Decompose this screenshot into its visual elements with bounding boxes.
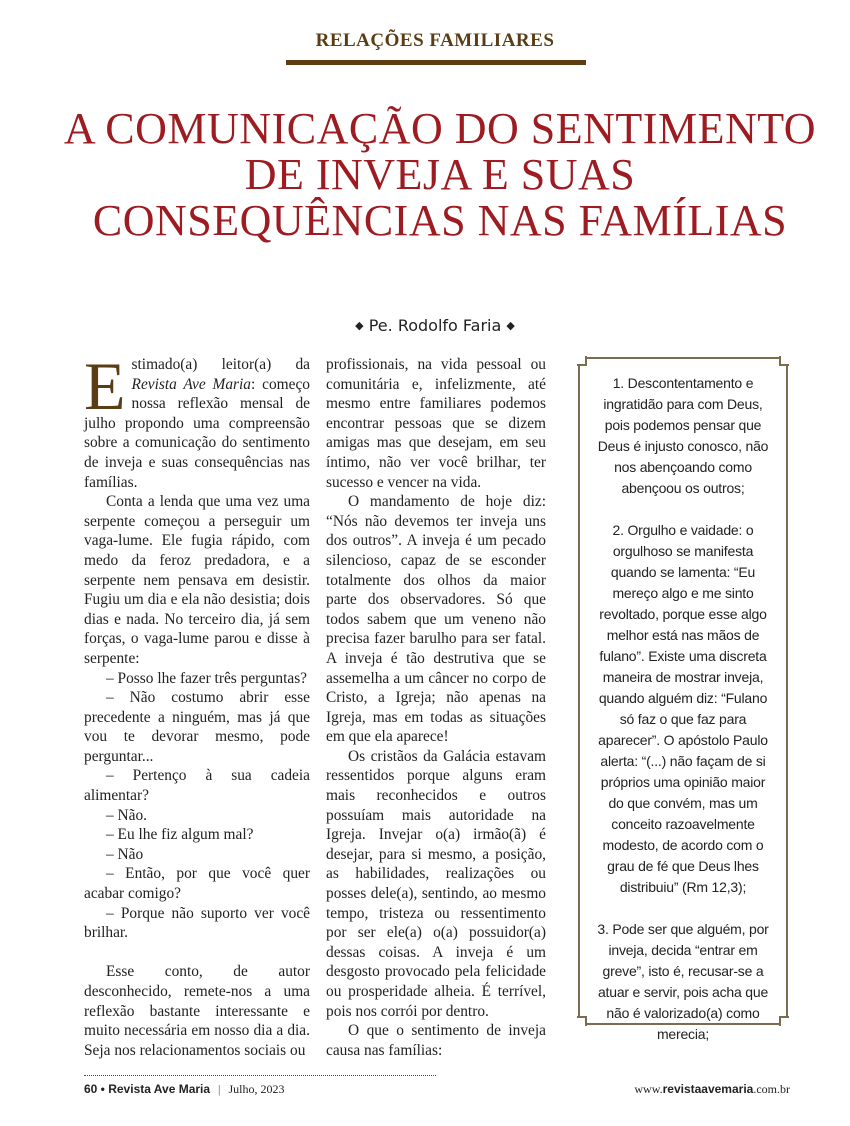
footer-divider <box>84 1075 436 1076</box>
dialogue-line: – Eu lhe fiz algum mal? <box>106 826 254 844</box>
sidebar-item: 2. Orgulho e vaidade: o orgulhoso se manifesta quando se lamenta: “Eu mereço algo e me sinto revoltado, porque esse algo melhor está nas mãos de fulano”. Existe uma discreta maneira de mostrar inveja, quando alguém diz: “Fulano só faz o que faz para aparecer”. O apóstolo Paulo alerta: “(...) não façam de si próprios uma opinião maior do que convém, mas um conceito razoavelmente modesto, de acordo com o grau de fé que Deus lhes distribuiu” (Rm 12,3); <box>598 522 768 895</box>
article-column-2 <box>326 355 546 1060</box>
diamond-icon: ◆ <box>506 319 515 332</box>
article-column-1 <box>84 348 310 1060</box>
author-name: Pe. Rodolfo Faria <box>368 316 502 335</box>
paragraph: O mandamento de hoje diz: “Nós não devemos ter inveja uns dos outros”. A inveja é um pecado silencioso, capaz de se esconder totalmente dos olhos da maior parte dos observadores. Só que todos sabem que um veneno não precisa fazer barulho para ser fatal. A inveja é tão destrutiva que se assemelha a um câncer no corpo de Cristo, a Igreja; não apenas na Igreja, mas em todas as situações em que ela aparece! <box>326 493 546 746</box>
intro-paragraph: Estimado(a) leitor(a) da Revista Ave Maria: começo nossa reflexão mensal de julho propondo uma compreensão sobre a comunicação do sentimento de inveja e suas consequências nas famílias. <box>84 348 310 491</box>
footer-page-info: 60 • Revista Ave Maria | Julho, 2023 <box>84 1082 285 1096</box>
sidebar-box <box>578 357 788 1042</box>
paragraph: Esse conto, de autor desconhecido, remete-nos a uma reflexão bastante interessante e muito necessária em nosso dia a dia. Seja nos relacionamentos sociais ou <box>84 963 310 1059</box>
article-title: A COMUNICAÇÃO DO SENTIMENTO DE INVEJA E SUAS CONSEQUÊNCIAS NAS FAMÍLIAS <box>63 104 817 245</box>
sidebar-item: 1. Descontentamento e ingratidão para com Deus, pois podemos pensar que Deus é injusto conosco, não nos abençoando como abençoou os outros; <box>597 375 769 496</box>
dialogue-line: – Posso lhe fazer três perguntas? <box>106 669 308 687</box>
paragraph: Os cristãos da Galácia estavam ressentidos porque alguns eram mais reconhecidos e outros possuíam mais autoridade na Igreja. Invejar o(a) irmão(ã) é desejar, para si mesmo, a posição, as habilidades, realizações ou posses dele(a), sentindo, ao mesmo tempo, tristeza ou ressentimento por ser ele(a) o(a) possuidor(a) dessas coisas. A inveja é um desgosto provocado pela felicidade ou prosperidade alheia. É terrível, pois nos corrói por dentro. <box>326 747 546 1020</box>
sidebar-item: 3. Pode ser que alguém, por inveja, decida “entrar em greve”, isto é, recusar-se a atuar e servir, pois acha que não é valorizado(a) como merecia; <box>597 921 769 1042</box>
dialogue-line: – Não. <box>106 806 148 824</box>
section-divider <box>286 60 586 65</box>
paragraph: Conta a lenda que uma vez uma serpente começou a perseguir um vaga-lume. Ele fugia rápido, com medo da feroz predadora, e a serpente nem pensava em desistir. Fugiu um dia e ela não desistia; dois dias e nada. No terceiro dia, já sem forças, o vaga-lume parou e disse à serpente: <box>84 493 310 667</box>
dialogue-line: – Pertenço à sua cadeia alimentar? <box>84 767 310 805</box>
paragraph: O que o sentimento de inveja causa nas famílias: <box>326 1022 546 1059</box>
dialogue-line: – Porque não suporto ver você brilhar. <box>84 904 310 942</box>
diamond-icon: ◆ <box>355 319 364 332</box>
footer-website: www.revistaavemaria.com.br <box>634 1082 790 1096</box>
dialogue-line: – Não costumo abrir esse precedente a ninguém, mas já que vou te devorar mesmo, pode perguntar... <box>84 689 310 765</box>
drop-cap: E <box>84 348 126 424</box>
dialogue-line: – Não <box>106 845 144 863</box>
dialogue-line: – Então, por que você quer acabar comigo? <box>84 865 310 903</box>
paragraph: profissionais, na vida pessoal ou comunitária e, infelizmente, até mesmo entre familiares podemos encontrar pessoas que se dizem amigas mas que desejam, em seu íntimo, não ver você brilhar, ter sucesso e vencer na vida. <box>326 356 546 491</box>
section-label: RELAÇÕES FAMILIARES <box>315 30 555 51</box>
byline <box>0 316 850 335</box>
